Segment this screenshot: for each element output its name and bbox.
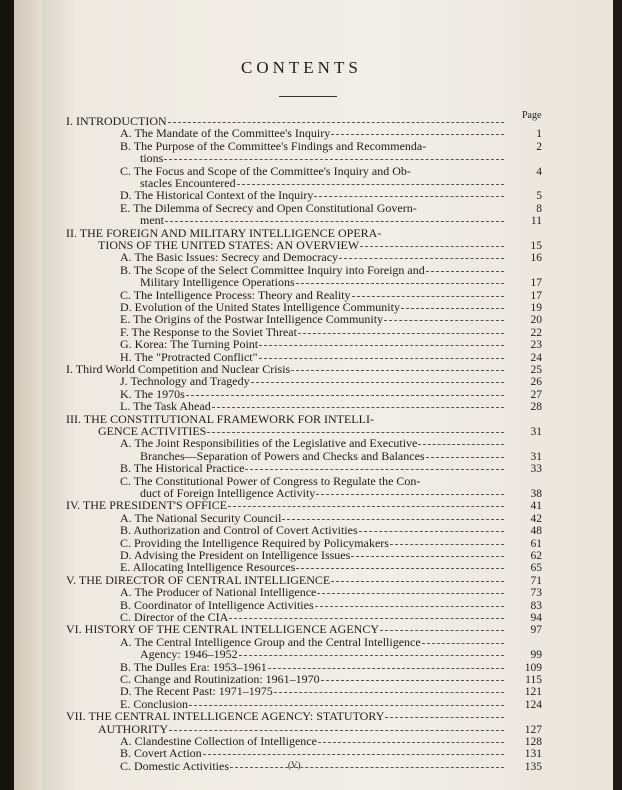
toc-page-number: 31	[530, 426, 542, 438]
dot-leader	[298, 332, 504, 334]
dot-leader	[401, 307, 504, 309]
toc-entry	[120, 760, 504, 773]
toc-entry-text: D. The Historical Context of the Inquiry	[120, 188, 314, 203]
title-rule	[279, 96, 337, 97]
dot-leader	[315, 605, 504, 607]
dot-leader	[385, 716, 504, 718]
toc-page-number: 17	[530, 289, 542, 302]
dot-leader	[316, 493, 504, 495]
toc-page-number: 20	[530, 314, 542, 327]
dot-leader	[296, 567, 504, 569]
dot-leader	[296, 282, 504, 284]
toc-page-number: 42	[530, 512, 542, 525]
dot-leader	[318, 741, 504, 743]
dot-leader	[212, 406, 504, 408]
toc-entry-text: I. Third World Competition and Nuclear Crisis	[66, 362, 291, 376]
page-number-footer: (V)	[288, 760, 301, 770]
dot-leader	[229, 617, 504, 619]
toc-page-number: 5	[536, 190, 542, 203]
adjacent-page-edge	[14, 0, 42, 790]
toc-entry	[120, 140, 426, 153]
dot-leader	[352, 295, 505, 297]
toc-entry-text: A. The Central Intelligence Group and the Central Intelligence	[120, 634, 421, 649]
dot-leader	[314, 195, 504, 197]
toc-entry-text: GENCE ACTIVITIES	[98, 424, 207, 438]
toc-entry-text: C. The Intelligence Process: Theory and Reality	[120, 287, 351, 302]
toc-page-number: 27	[530, 388, 542, 401]
dot-leader	[360, 245, 504, 247]
toc-entry-text: A. The Joint Responsibilities of the Legislative and Executive	[120, 436, 418, 451]
dot-leader	[331, 133, 504, 135]
toc-entry-text: Branches—Separation of Powers and Checks and Balances	[140, 448, 425, 463]
toc-page-number: 97	[530, 624, 542, 637]
toc-entry-text: AUTHORITY	[98, 721, 168, 736]
toc-entry-text: A. The National Security Council	[120, 510, 282, 525]
toc-entry-text: I. INTRODUCTION	[66, 114, 167, 128]
toc-page-number: 2	[536, 140, 542, 153]
toc-entry-text: B. Covert Action	[120, 746, 202, 761]
toc-page-number: 28	[530, 401, 542, 414]
toc-page-number: 23	[530, 339, 542, 352]
toc-page-number: 25	[530, 364, 542, 376]
page-column-header: Page	[522, 110, 542, 121]
toc-page-number: 1	[536, 128, 542, 141]
toc-entry-text: J. Technology and Tragedy	[120, 374, 250, 389]
dot-leader	[359, 530, 504, 532]
dot-leader	[268, 667, 504, 669]
dot-leader	[237, 183, 504, 185]
toc-page-number: 121	[524, 686, 542, 699]
toc-entry-text: B. The Historical Practice	[120, 461, 245, 476]
toc-entry-text: V. THE DIRECTOR OF CENTRAL INTELLIGENCE	[66, 572, 331, 587]
toc-page-number: 61	[530, 537, 542, 550]
toc-entry-text: Military Intelligence Operations	[140, 275, 295, 290]
toc-entry-text: IV. THE PRESIDENT'S OFFICE	[66, 498, 228, 513]
dot-leader	[274, 691, 504, 693]
toc-page-number: 109	[524, 661, 542, 674]
toc-entry-text: B. The Purpose of the Committee's Findings and Recommenda-	[120, 138, 427, 153]
dot-leader	[426, 270, 504, 272]
dot-leader	[259, 344, 504, 346]
toc-page-number: 99	[530, 649, 542, 662]
toc-entry-text: VI. HISTORY OF THE CENTRAL INTELLIGENCE AGENCY	[66, 622, 379, 637]
toc-entry-text: VII. THE CENTRAL INTELLIGENCE AGENCY: STATUTORY	[66, 709, 385, 724]
dot-leader	[189, 704, 504, 706]
toc-entry-text: C. Providing the Intelligence Required by Policymakers	[120, 535, 389, 550]
toc-entry-text: II. THE FOREIGN AND MILITARY INTELLIGENCE OPERA-	[66, 225, 382, 240]
toc-entry-text: H. The "Protracted Conflict"	[120, 349, 258, 364]
dot-leader	[251, 381, 504, 383]
toc-entry-text: TIONS OF THE UNITED STATES: AN OVERVIEW	[98, 238, 360, 252]
toc-entry-text: L. The Task Ahead	[120, 399, 211, 414]
dot-leader	[230, 766, 504, 768]
dot-leader	[418, 443, 504, 445]
dot-leader	[321, 679, 504, 681]
toc-entry-text: C. The Constitutional Power of Congress to Regulate the Con-	[120, 473, 421, 488]
toc-entry-text: stacles Encountered	[140, 176, 236, 190]
toc-page-number: 15	[530, 240, 542, 252]
toc-entry-text: A. The Mandate of the Committee's Inquiry	[120, 126, 331, 141]
toc-entry-text: A. The Basic Issues: Secrecy and Democracy	[120, 250, 339, 265]
dot-leader	[228, 505, 504, 507]
toc-entry-text: B. Authorization and Control of Covert Activities	[120, 523, 358, 538]
dot-leader	[259, 357, 504, 359]
toc-entry-text: E. Allocating Intelligence Resources	[120, 560, 296, 575]
toc-entry-text: duct of Foreign Intelligence Activity	[140, 486, 316, 500]
dot-leader	[164, 158, 504, 160]
toc-page-number: 124	[524, 698, 542, 711]
toc-entry-text: B. The Dulles Era: 1953–1961	[120, 659, 267, 674]
toc-entry-text: F. The Response to the Soviet Threat	[120, 324, 297, 339]
dot-leader	[339, 257, 504, 259]
toc-page-number: 48	[530, 525, 542, 538]
toc-page-number: 4	[536, 165, 542, 178]
dot-leader	[282, 518, 504, 520]
toc-page-number: 24	[530, 351, 542, 364]
dot-leader	[380, 629, 504, 631]
toc-entry-text: C. Domestic Activities	[120, 758, 229, 773]
toc-entry-text: ment	[140, 213, 164, 228]
toc-page-number: 127	[524, 723, 542, 736]
toc-page-number: 26	[530, 376, 542, 389]
toc-page-number: 19	[530, 302, 542, 314]
toc-entry-text: A. Clandestine Collection of Intelligence	[120, 734, 317, 748]
toc-entry-text: tions	[140, 151, 164, 166]
dot-leader	[390, 543, 504, 545]
toc-page-number: 73	[530, 587, 542, 600]
toc-entry-text: E. The Dilemma of Secrecy and Open Constitutional Govern-	[120, 200, 417, 215]
toc-page-number: 16	[530, 252, 542, 265]
toc-page-number: 62	[530, 550, 542, 562]
toc-page-number: 131	[524, 748, 542, 761]
toc-entry-text: C. The Focus and Scope of the Committee's Inquiry and Ob-	[120, 163, 411, 178]
toc-entry-text: D. The Recent Past: 1971–1975	[120, 684, 273, 699]
toc-page-number: 31	[530, 450, 542, 463]
toc-entry	[120, 202, 417, 215]
dot-leader	[351, 555, 504, 557]
toc-entry-text: K. The 1970s	[120, 386, 185, 401]
dot-leader	[239, 654, 504, 656]
contents-page	[42, 0, 613, 790]
toc-entry-text: E. Conclusion	[120, 696, 188, 711]
book-binding	[0, 0, 14, 790]
toc-entry-text: A. The Producer of National Intelligence	[120, 585, 317, 600]
dot-leader	[245, 468, 504, 470]
toc-page-number: 33	[530, 463, 542, 476]
dot-leader	[384, 319, 504, 321]
toc-page-number: 38	[530, 488, 542, 500]
toc-page-number: 65	[530, 562, 542, 575]
page-title: CONTENTS	[241, 58, 362, 77]
dot-leader	[165, 220, 504, 222]
toc-entry-text: III. THE CONSTITUTIONAL FRAMEWORK FOR INTELLI-	[66, 411, 374, 426]
toc-entry-text: B. Coordinator of Intelligence Activities	[120, 597, 314, 612]
page-right-edge	[613, 0, 622, 790]
toc-entry-text: C. Director of the CIA	[120, 610, 229, 624]
toc-page-number: 11	[530, 215, 542, 228]
dot-leader	[168, 121, 504, 123]
toc-page-number: 83	[530, 599, 542, 612]
dot-leader	[203, 753, 504, 755]
dot-leader	[186, 394, 504, 396]
toc-entry-text: E. The Origins of the Postwar Intelligence Community	[120, 312, 384, 327]
toc-entry-text: G. Korea: The Turning Point	[120, 337, 259, 352]
toc-entry-text: D. Advising the President on Intelligence Issues	[120, 548, 351, 562]
toc-page-number: 41	[530, 500, 542, 513]
dot-leader	[422, 642, 504, 644]
dot-leader	[426, 456, 504, 458]
toc-page-number: 8	[536, 202, 542, 215]
dot-leader	[291, 369, 504, 371]
toc-page-number: 94	[530, 612, 542, 624]
dot-leader	[317, 592, 504, 594]
toc-page-number: 17	[530, 277, 542, 290]
dot-leader	[331, 580, 504, 582]
toc-page-number: 22	[530, 326, 542, 339]
toc-entry-text: D. Evolution of the United States Intelligence Community	[120, 300, 400, 314]
toc-page-number: 71	[530, 574, 542, 587]
toc-entry-text: Agency: 1946–1952	[140, 647, 238, 662]
toc-page-number: 128	[524, 736, 542, 748]
dot-leader	[169, 729, 504, 731]
dot-leader	[207, 431, 504, 433]
toc-entry-text: B. The Scope of the Select Committee Inquiry into Foreign and	[120, 262, 425, 277]
toc-entry-text: C. Change and Routinization: 1961–1970	[120, 672, 320, 686]
toc-page-number: 115	[525, 674, 542, 686]
toc-page-number: 135	[524, 760, 542, 773]
